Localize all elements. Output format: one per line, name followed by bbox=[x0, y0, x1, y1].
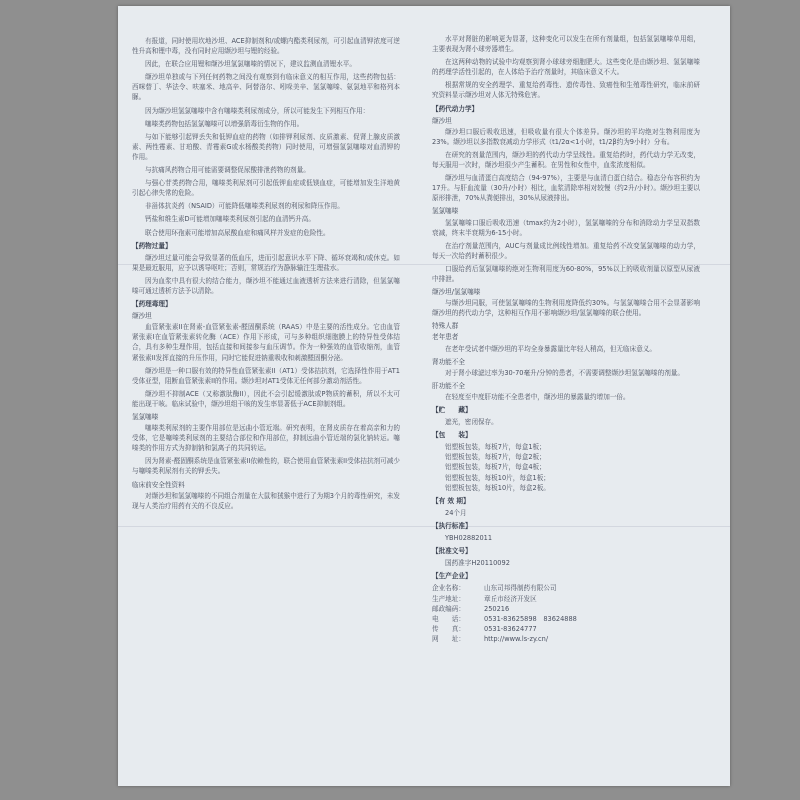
manufacturer-key: 生产地址： bbox=[432, 594, 465, 603]
manufacturer-value: 250216 bbox=[484, 604, 510, 613]
subheading: 缬沙坦/氢氯噻嗪 bbox=[432, 288, 481, 297]
section-heading-storage: 【贮 藏】 bbox=[432, 406, 472, 414]
paragraph: 缬沙坦单独或与下列任何药物之间没有观察到有临床意义的相互作用，这些药物包括：西咪替丁、华法令、呋塞米、地高辛、阿替洛尔、吲哚美辛、氢氯噻嗪、氨氯地平和格列本脲。 bbox=[132, 73, 400, 102]
package-item: 铝塑板包装，每板7片，每盒1板； bbox=[445, 443, 546, 452]
package-item: 铝塑板包装，每板10片，每盒1板； bbox=[445, 473, 550, 482]
special-group-label: 肝功能不全 bbox=[432, 381, 465, 390]
paragraph: 血管紧张素II在肾素-血管紧张素-醛固酮系统（RAAS）中是主要的活性成分。它由血管紧张素I在血管紧张素转化酶（ACE）作用下形成，可与多种组织细胞膜上的特异性受体结合，具有多种生理作用，包括直接和间接参与血压调节。作为一种强效的血管收缩剂，血管紧张素II发挥直接的升压作用，同时它能促进钠重吸收和刺激醛固酮分泌。 bbox=[132, 323, 400, 362]
section-heading-standard: 【执行标准】 bbox=[432, 521, 472, 530]
manufacturer-key: 企业名称： bbox=[432, 584, 465, 593]
paragraph: 因为肾素-醛固酮系统是血管紧张素II依赖性的，联合使用血管紧张素II受体拮抗剂可减少与噻嗪类利尿剂有关的钾丢失。 bbox=[132, 457, 400, 476]
paragraph: 口服给药后氢氯噻嗪的绝对生物利用度为60-80%，95%以上的吸收剂量以原型从尿液中排泄。 bbox=[432, 264, 700, 283]
approval-text: 国药准字H20110092 bbox=[445, 559, 510, 568]
paragraph: 氢氯噻嗪口服后吸收迅速（tmax约为2小时），氢氯噻嗪的分布和消除动力学呈双指数衰减，终末半衰期为6-15小时。 bbox=[432, 218, 700, 237]
manufacturer-value[interactable]: http://www.ls-zy.cn/ bbox=[484, 634, 549, 643]
paragraph: 联合使用环孢素可能增加高尿酸血症和痛风样并发症的危险性。 bbox=[145, 228, 330, 237]
paragraph: 与缬沙坦同服，可使氢氯噻嗪的生物利用度降低约30%。与氢氯噻嗪合用不会显著影响缬沙坦的药代动力学，这种相互作用不影响缬沙坦/氢氯噻嗪的联合使用。 bbox=[432, 299, 700, 318]
manufacturer-row bbox=[432, 583, 700, 593]
manufacturer-key: 网 址： bbox=[432, 634, 465, 643]
section-heading-package: 【包 装】 bbox=[432, 431, 472, 440]
paragraph: 与抗痛风药物合用可能需要调整促尿酸排泄药物的剂量。 bbox=[145, 166, 310, 175]
paragraph: 在研究的剂量范围内，缬沙坦的药代动力学呈线性。重复给药时，药代动力学无改变，每天服用一次时，缬沙坦很少产生蓄积。在男性和女性中，血浆浓度相似。 bbox=[432, 150, 700, 170]
paragraph: 缬沙坦是一种口服有效的特异性血管紧张素II（AT1）受体拮抗剂，它选择性作用于AT1受体亚型，阻断血管紧张素II的作用。缬沙坦对AT1受体无任何部分激动剂活性。 bbox=[132, 366, 400, 385]
standard-text: YBH02882011 bbox=[445, 534, 493, 543]
paragraph: 与如下能够引起钾丢失和低钾血症的药物（如排钾利尿剂、皮质激素、促肾上腺皮质激素、两性霉素、甘珀酸、青霉素G或水杨酸类药物）同时使用，可增强氢氯噻嗪对血清钾的作用。 bbox=[132, 132, 400, 161]
subheading: 特殊人群 bbox=[432, 322, 459, 331]
paragraph: 与强心苷类药物合用，噻嗪类利尿剂可引起低钾血症或低镁血症，可能增加发生洋地黄引起心律失常的危险。 bbox=[132, 179, 400, 198]
section-heading-pharmacology: 【药理毒理】 bbox=[132, 300, 172, 309]
paragraph: 因此，在联合应用锂和缬沙坦氢氯噻嗪的情况下，建议监测血清锂水平。 bbox=[145, 60, 356, 69]
paragraph: 因为血浆中具有很大的结合能力，缬沙坦不能通过血液透析方法来进行清除，但氢氯噻嗪可通过透析方法予以清除。 bbox=[132, 276, 400, 295]
package-item: 铝塑板包装，每板10片，每盒2板。 bbox=[445, 483, 550, 492]
paragraph: 水平对肾脏的影响更为显著，这种变化可以发生在所有剂量组，包括氢氯噻嗪单用组，主要表现为肾小球旁器增生。 bbox=[432, 35, 700, 54]
section-heading-validity: 【有 效 期】 bbox=[432, 496, 470, 505]
paragraph: 对于肾小球滤过率为30-70毫升/分钟的患者，不需要调整缬沙坦氢氯噻嗪的剂量。 bbox=[445, 368, 684, 377]
paragraph: 在老年受试者中缬沙坦的平均全身暴露量比年轻人稍高，但无临床意义。 bbox=[445, 344, 656, 353]
manufacturer-key: 电 话： bbox=[432, 614, 465, 623]
paragraph: 噻嗪类药物包括氢氯噻嗪可以增强箭毒衍生物的作用。 bbox=[145, 119, 304, 128]
manufacturer-row bbox=[432, 594, 700, 604]
left-column bbox=[132, 36, 400, 514]
manufacturer-key: 传 真： bbox=[432, 624, 465, 633]
subheading: 氢氯噻嗪 bbox=[432, 207, 459, 216]
manufacturer-row bbox=[432, 614, 700, 624]
paragraph: 在治疗剂量范围内，AUC与剂量成比例线性增加。重复给药不改变氢氯噻嗪的动力学，每天一次给药时蓄积很少。 bbox=[432, 241, 700, 260]
paragraph: 在这两种动物的试验中均观察到肾小球球旁细胞肥大。这些变化是由缬沙坦、氢氯噻嗪的药理学活性引起的，在人体给予治疗剂量时，其临床意义不大。 bbox=[432, 58, 700, 77]
validity-text: 24个月 bbox=[445, 508, 467, 517]
paragraph: 噻嗪类利尿剂的主要作用部位是远曲小管近端。研究表明，在肾皮质存在着高亲和力的受体，它是噻嗪类利尿剂的主要结合部位和作用部位，抑制远曲小管近端的氯化钠转运。噻嗪类的作用方式为抑制钠和氯离子的共同转运。 bbox=[132, 424, 400, 453]
manufacturer-value: 0531-83625898 83624888 bbox=[484, 614, 577, 623]
package-item: 铝塑板包装，每板7片，每盒4板； bbox=[445, 463, 546, 472]
paragraph: 有报道，同时使用坎地沙坦、ACE抑制剂和/或螺内酯类利尿剂，可引起血清钾浓度可逆性升高和锂中毒，没有同时应用缬沙坦与锂的经验。 bbox=[132, 37, 400, 56]
paragraph: 缬沙坦不抑制ACE（又称激肽酶II），因此不会引起缓激肽或P物质的蓄积，所以不太可能出现干咳。临床试验中，缬沙坦组干咳的发生率显著低于ACE抑制剂组。 bbox=[132, 389, 400, 408]
special-group-label: 肾功能不全 bbox=[432, 357, 465, 366]
section-heading-pharmacokinetics: 【药代动力学】 bbox=[432, 104, 479, 113]
manufacturer-value: 山东司邦得制药有限公司 bbox=[484, 584, 557, 593]
paragraph: 缬沙坦过量可能会导致显著的低血压，进而引起意识水平下降、循环衰竭和/或休克。如果是最近服用，应予以诱导呕吐；否则，常规治疗为静脉输注生理盐水。 bbox=[132, 253, 400, 272]
paragraph: 缬沙坦与血清蛋白高度结合（94-97%），主要是与血清白蛋白结合。稳态分布容积约为17升。与肝血流量（30升/小时）相比，血浆清除率相对较慢（约2升/小时）。缬沙坦主要以原形排泄，70%从粪便排出，30%从尿液排出。 bbox=[432, 174, 700, 203]
section-heading-manufacturer: 【生产企业】 bbox=[432, 572, 472, 581]
package-insert-sheet bbox=[118, 6, 730, 786]
manufacturer-key: 邮政编码： bbox=[432, 604, 465, 613]
paragraph: 根据常规的安全药理学、重复给药毒性、遗传毒性、致癌性和生殖毒性研究，临床前研究资料显示缬沙坦对人体无特殊危害。 bbox=[432, 81, 700, 100]
package-item: 铝塑板包装，每板7片，每盒2板； bbox=[445, 453, 546, 462]
paragraph: 因为缬沙坦氢氯噻嗪中含有噻嗪类利尿剂成分，所以可能发生下列相互作用： bbox=[145, 106, 370, 115]
subheading: 氢氯噻嗪 bbox=[132, 413, 159, 421]
manufacturer-row bbox=[432, 604, 700, 614]
subheading: 临床前安全性资料 bbox=[132, 480, 185, 489]
paragraph: 在轻度至中度肝功能不全患者中，缬沙坦的暴露量约增加一倍。 bbox=[445, 392, 630, 401]
subheading: 缬沙坦 bbox=[432, 116, 452, 125]
paragraph: 缬沙坦口服后吸收迅速，但吸收量有很大个体差异。缬沙坦的平均绝对生物利用度为23%。缬沙坦以多指数衰减动力学形式（t1/2α<1小时，t1/2β约为9小时）分布。 bbox=[432, 127, 700, 146]
paragraph: 对缬沙坦和氢氯噻嗪的不同组合剂量在大鼠和狨猴中进行了为期3个月的毒性研究，未发现与人类治疗用药有关的不良反应。 bbox=[132, 491, 400, 510]
special-group-label: 老年患者 bbox=[432, 333, 459, 342]
manufacturer-value: 0531-83624777 bbox=[484, 624, 537, 633]
paragraph: 钙盐和维生素D可能增加噻嗪类利尿剂引起的血清钙升高。 bbox=[145, 215, 315, 224]
storage-text: 遮光，密闭保存。 bbox=[445, 418, 498, 427]
manufacturer-row bbox=[432, 634, 700, 644]
right-column bbox=[432, 34, 700, 644]
paragraph: 非甾体抗炎药（NSAID）可能降低噻嗪类利尿剂的利尿和降压作用。 bbox=[145, 202, 344, 211]
manufacturer-value: 章丘市经济开发区 bbox=[484, 594, 537, 603]
subheading: 缬沙坦 bbox=[132, 312, 152, 321]
section-heading-approval: 【批准文号】 bbox=[432, 547, 472, 556]
manufacturer-row bbox=[432, 624, 700, 634]
section-heading-overdose: 【药物过量】 bbox=[132, 241, 172, 250]
